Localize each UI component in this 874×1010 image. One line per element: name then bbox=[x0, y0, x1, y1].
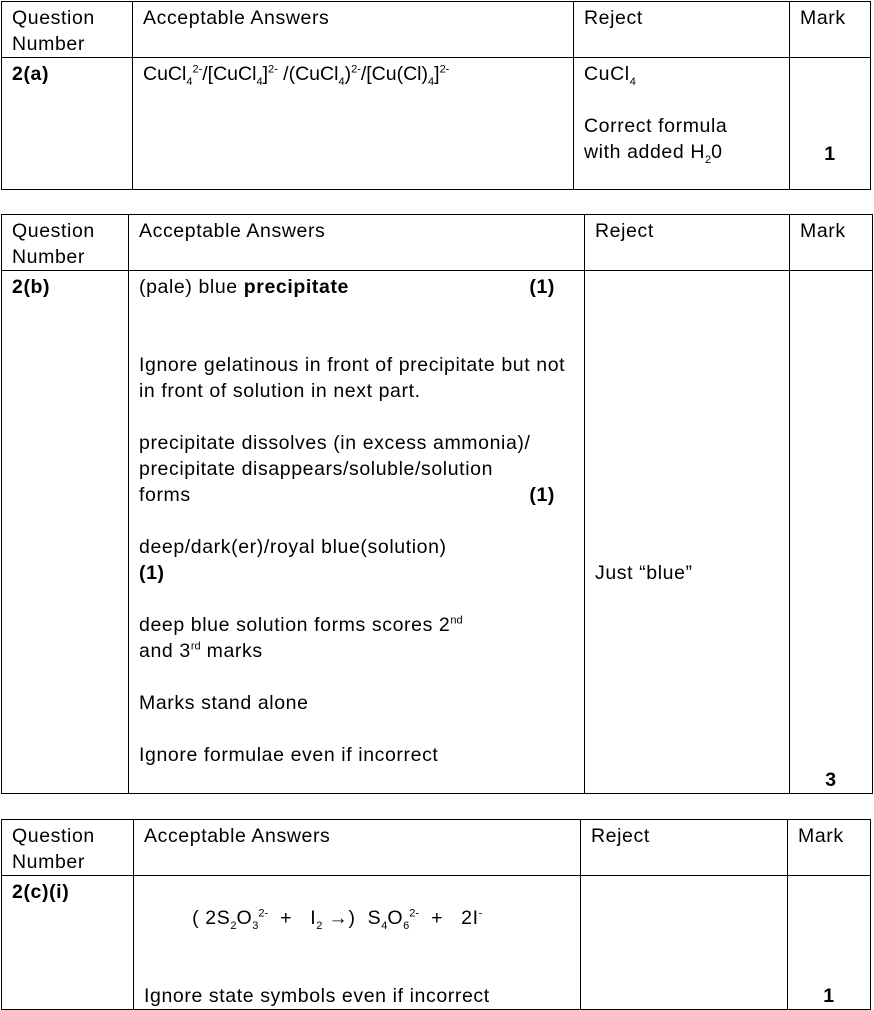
question-number: 2(b) bbox=[2, 271, 129, 794]
question-number: 2(a) bbox=[2, 58, 133, 190]
reject-text: Just “blue” bbox=[585, 271, 790, 794]
header-mark: Mark bbox=[790, 2, 871, 58]
mark-cell bbox=[790, 58, 871, 190]
header-question-number: Question Number bbox=[2, 820, 134, 876]
answer-row bbox=[2, 876, 871, 1010]
header-acceptable-answers: Acceptable Answers bbox=[133, 2, 574, 58]
acceptable-answer: (pale) blue precipitate (1) Ignore gelatinous in front of precipitate but not in front of solution in next part. precipitate dissolves (in excess ammonia)/ precipitate disappears/soluble/solution forms (1) deep/dark(er)/royal blue(solution) (1) deep blue solution forms scores 2nd and 3rd marks Marks stand alone Ignore formulae even if incorrect bbox=[129, 271, 585, 794]
header-question-number: Question Number bbox=[2, 2, 133, 58]
header-row bbox=[2, 2, 871, 58]
header-question-number: Question Number bbox=[2, 215, 129, 271]
reject-text bbox=[581, 876, 788, 1010]
markscheme-table-2a bbox=[1, 1, 871, 190]
mark-value: 3 bbox=[825, 769, 837, 791]
header-row bbox=[2, 215, 873, 271]
header-reject: Reject bbox=[574, 2, 790, 58]
acceptable-answer: CuCl$_4^{2-}$/[CuCl$_4$]$^{2-}$ $/(CuCl_4)^{2-}/[Cu(Cl)_4]^{2-}$ bbox=[133, 58, 574, 190]
reject-text: CuCl$_4$ Correct formula with added $H_20$ bbox=[574, 58, 790, 190]
acceptable-answer: ( $2S_2O_3^{2-} + I_2$ →) $S_4O_6^{2-} + 2I^-$ Ignore state symbols even if incorrect bbox=[134, 876, 581, 1010]
header-reject: Reject bbox=[585, 215, 790, 271]
mark-cell bbox=[790, 271, 873, 794]
markscheme-table-2ci bbox=[1, 819, 871, 1010]
header-mark: Mark bbox=[790, 215, 873, 271]
header-row bbox=[2, 820, 871, 876]
header-reject: Reject bbox=[581, 820, 788, 876]
mark-cell bbox=[788, 876, 871, 1010]
answer-row bbox=[2, 271, 873, 794]
mark-value: 1 bbox=[824, 143, 836, 165]
question-number: 2(c)(i) bbox=[2, 876, 134, 1010]
header-acceptable-answers: Acceptable Answers bbox=[129, 215, 585, 271]
header-mark: Mark bbox=[788, 820, 871, 876]
mark-value: 1 bbox=[823, 985, 835, 1007]
answer-row bbox=[2, 58, 871, 190]
markscheme-table-2b bbox=[1, 214, 873, 794]
header-acceptable-answers: Acceptable Answers bbox=[134, 820, 581, 876]
